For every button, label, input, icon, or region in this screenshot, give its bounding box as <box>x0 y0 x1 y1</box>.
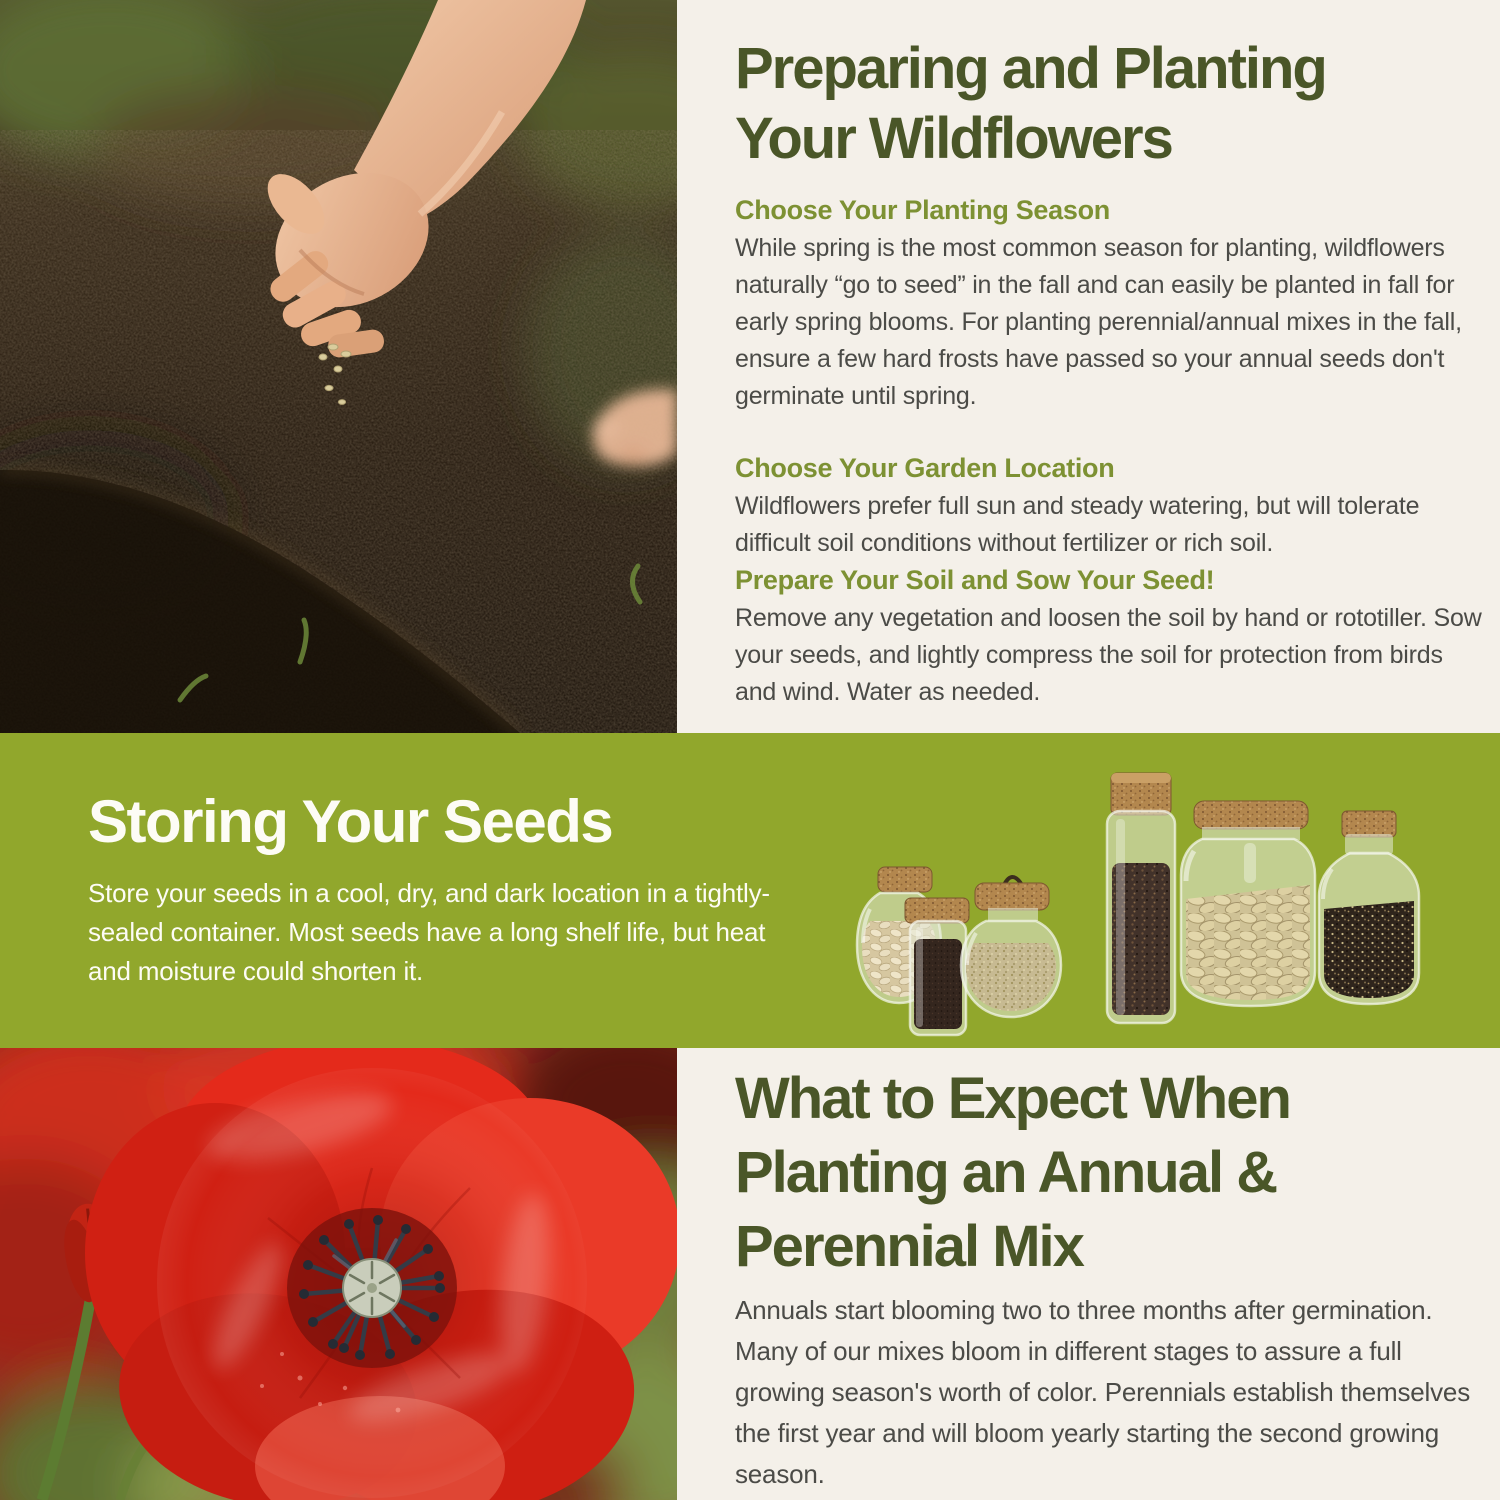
body-garden-location: Wildflowers prefer full sun and steady watering, but will tolerate difficult soil conditions without fertilizer or rich soil. <box>735 492 1420 557</box>
poppy-photo <box>0 1048 677 1500</box>
band-body: Store your seeds in a cool, dry, and dark location in a tightly-sealed container. Most seeds have a long shelf life, but heat and moisture could shorten it. <box>88 878 770 986</box>
body-prepare-soil: Remove any vegetation and loosen the soil by hand or rototiller. Sow your seeds, and lightly compress the soil for protection from birds and wind. Water as needed. <box>735 604 1482 706</box>
seed-jar-tall-tube <box>1107 773 1175 1023</box>
body-planting-season: While spring is the most common season for planting, wildflowers naturally “go to seed” in the fall and can easily be planted in fall for early spring blooms. For planting perennial/annual mixes in the fall, ensure a few hard frosts have passed so your annual seeds don't germinate until spring. <box>735 234 1462 410</box>
seed-jar-dark-powder <box>905 898 969 1035</box>
band-title: Storing Your Seeds <box>88 788 613 855</box>
top-section-title: Preparing and Planting Your Wildflowers <box>735 36 1326 171</box>
subheading-garden-location: Choose Your Garden Location <box>735 453 1115 483</box>
soil-planting-photo <box>0 0 677 733</box>
poppy-photo-art <box>0 1048 677 1500</box>
bottom-section-body: Annuals start blooming two to three months after germination. Many of our mixes bloom in different stages to assure a full growing season's worth of color. Perennials establish themselves the first year and will bloom yearly starting the second growing season. <box>735 1295 1470 1489</box>
seed-jars-art <box>850 733 1500 1048</box>
seed-jar-pumpkin <box>1181 801 1315 1006</box>
poppy-center <box>287 1208 457 1368</box>
seed-jar-mixed <box>1319 811 1419 1004</box>
subheading-prepare-soil: Prepare Your Soil and Sow Your Seed! <box>735 565 1215 595</box>
subheading-planting-season: Choose Your Planting Season <box>735 195 1110 225</box>
bottom-section-title: What to Expect When Planting an Annual & Perennial Mix <box>735 1066 1290 1279</box>
seed-jars-photo <box>850 733 1500 1053</box>
soil-planting-photo-art <box>0 0 677 733</box>
seed-jar-tan <box>961 877 1061 1017</box>
